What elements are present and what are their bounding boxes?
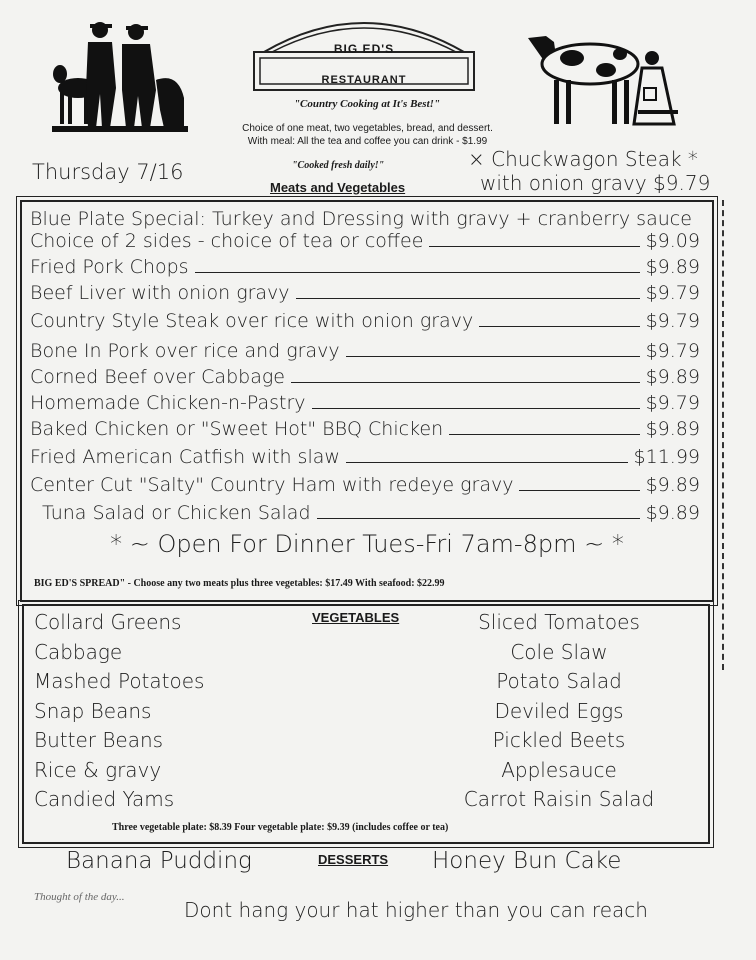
leader-line xyxy=(519,490,639,491)
tagline: "Country Cooking at It's Best!" xyxy=(293,98,441,110)
handwritten-daily-special xyxy=(468,147,738,195)
vegetables-left-column xyxy=(34,608,204,815)
menu-item-name: Choice of 2 sides - choice of tea or coffee xyxy=(30,230,424,252)
menu-item-price: $9.79 xyxy=(645,392,700,414)
menu-item-price: $9.89 xyxy=(645,418,700,440)
menu-item-price: $9.79 xyxy=(645,340,700,362)
menu-item-price: $9.79 xyxy=(645,282,700,304)
vegetable-item: Applesauce xyxy=(501,757,617,782)
vegetable-item: Cole Slaw xyxy=(510,639,608,664)
vegetables-section xyxy=(22,604,710,844)
cooked-fresh-note: "Cooked fresh daily!" xyxy=(292,160,385,171)
vegetable-plate-prices: Three vegetable plate: $8.39 Four vegetable plate: $9.39 (includes coffee or tea) xyxy=(112,822,449,833)
leader-line xyxy=(346,462,628,463)
vegetable-item: Candied Yams xyxy=(34,787,175,811)
meal-choice-info xyxy=(190,122,545,148)
vegetable-item: Mashed Potatoes xyxy=(34,669,205,693)
menu-item-name: Baked Chicken or "Sweet Hot" BBQ Chicken xyxy=(30,418,444,440)
big-eds-spread: BIG ED'S SPREAD" - Choose any two meats plus three vegetables: $17.49 With seafood: $22.99 xyxy=(34,578,445,589)
vegetable-item: Cabbage xyxy=(34,639,123,664)
menu-item-price: $9.09 xyxy=(645,230,700,252)
leader-line xyxy=(449,434,639,435)
menu-item xyxy=(30,362,700,388)
menu-item-name: Homemade Chicken-n-Pastry xyxy=(30,392,306,414)
menu-item xyxy=(30,306,700,332)
menu-item-price: $9.79 xyxy=(645,310,700,332)
menu-item xyxy=(30,336,700,362)
menu-item xyxy=(30,252,700,278)
handwritten-date: Thursday 7/16 xyxy=(32,160,184,184)
farmers-silhouette-icon xyxy=(52,18,188,132)
thought-label: Thought of the day... xyxy=(34,891,125,903)
vegetable-item: Butter Beans xyxy=(34,728,164,752)
leader-line xyxy=(291,382,640,383)
menu-item-price: $9.89 xyxy=(645,502,700,524)
choice-line-2: With meal: All the tea and coffee you can drink - $1.99 xyxy=(247,136,488,147)
menu-item xyxy=(30,442,700,468)
menu-item-name: Tuna Salad or Chicken Salad xyxy=(42,502,311,524)
vegetable-item: Sliced Tomatoes xyxy=(478,610,640,634)
meats-section xyxy=(20,200,714,602)
leader-line xyxy=(195,272,640,273)
menu-item-name: Beef Liver with onion gravy xyxy=(30,282,290,304)
meats-heading: Meats and Vegetables xyxy=(270,180,406,195)
vegetables-right-column xyxy=(444,608,674,815)
vegetable-item: Snap Beans xyxy=(34,698,152,723)
vegetable-item: Rice & gravy xyxy=(34,757,162,782)
menu-item-price: $9.89 xyxy=(645,256,700,278)
thought-of-the-day: Dont hang your hat higher than you can reach xyxy=(184,898,648,922)
leader-line xyxy=(479,326,639,327)
special-line-1: × Chuckwagon Steak * xyxy=(468,147,698,171)
menu-item-price: $9.89 xyxy=(645,366,700,388)
special-line-2: with onion gravy $9.79 xyxy=(480,171,711,195)
menu-item-price: $9.89 xyxy=(645,474,700,496)
menu-item xyxy=(30,470,700,496)
vegetable-item: Deviled Eggs xyxy=(494,698,624,723)
cow-milking-icon xyxy=(520,28,680,132)
restaurant-subtitle: RESTAURANT xyxy=(321,74,407,86)
leader-line xyxy=(346,356,640,357)
restaurant-logo xyxy=(250,8,478,96)
menu-item-name: Country Style Steak over rice with onion gravy xyxy=(30,310,474,332)
menu-item-name: Fried Pork Chops xyxy=(30,256,189,278)
dessert-item: Banana Pudding xyxy=(66,848,252,874)
dinner-hours: * ~ Open For Dinner Tues-Fri 7am-8pm ~ * xyxy=(110,530,624,558)
leader-line xyxy=(429,246,639,247)
menu-item xyxy=(30,414,700,440)
vegetable-item: Pickled Beets xyxy=(492,728,626,752)
menu-item xyxy=(30,498,700,524)
menu-item-name: Fried American Catfish with slaw xyxy=(30,446,340,468)
vegetable-item: Collard Greens xyxy=(34,610,182,634)
fold-mark xyxy=(722,200,724,670)
dessert-item: Honey Bun Cake xyxy=(432,848,622,874)
leader-line xyxy=(296,298,640,299)
restaurant-name: BIG ED'S xyxy=(333,42,395,56)
menu-item xyxy=(30,278,700,304)
menu-item-name: Bone In Pork over rice and gravy xyxy=(30,340,340,362)
menu-item-name: Center Cut "Salty" Country Ham with redeye gravy xyxy=(30,474,514,496)
choice-line-1: Choice of one meat, two vegetables, bread, and dessert. xyxy=(242,123,493,134)
menu-item xyxy=(30,226,700,252)
vegetable-item: Carrot Raisin Salad xyxy=(463,787,655,811)
menu-item xyxy=(30,388,700,414)
menu-item-price: $11.99 xyxy=(633,446,700,468)
desserts-heading: DESSERTS xyxy=(318,852,389,867)
menu-item-name: Blue Plate Special: Turkey and Dressing with gravy + cranberry sauce xyxy=(30,208,692,230)
menu-item-name: Corned Beef over Cabbage xyxy=(30,366,285,388)
vegetables-heading: VEGETABLES xyxy=(312,610,400,625)
leader-line xyxy=(312,408,640,409)
leader-line xyxy=(317,518,640,519)
vegetable-item: Potato Salad xyxy=(496,669,622,693)
